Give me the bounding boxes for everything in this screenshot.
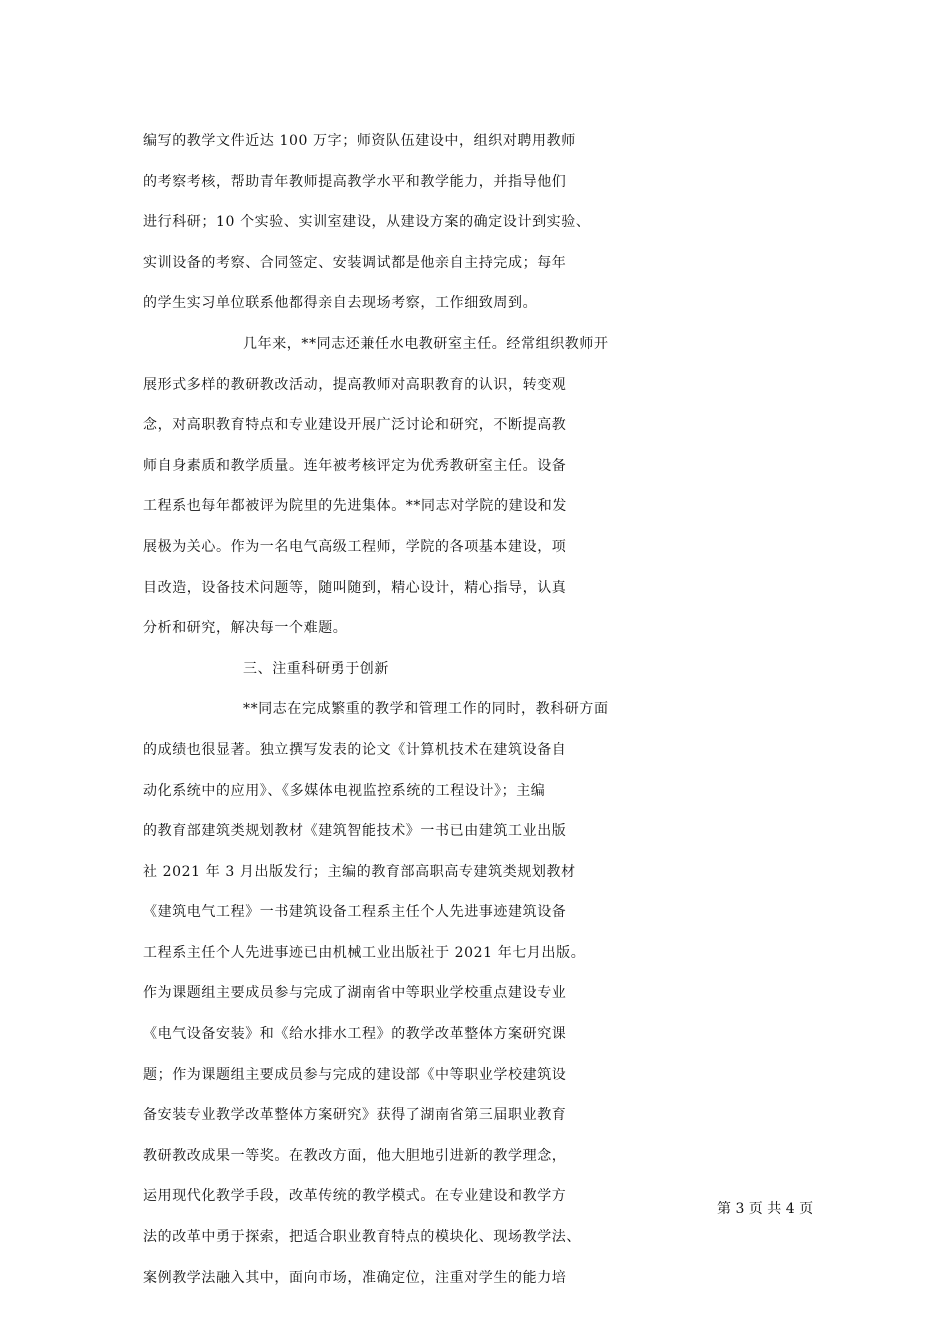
text-line: 分析和研究，解决每一个难题。 — [143, 620, 348, 637]
text-line: 念，对高职教育特点和专业建设开展广泛讨论和研究，不断提高教 — [143, 417, 567, 434]
text-line: 作为课题组主要成员参与完成了湖南省中等职业学校重点建设专业 — [143, 985, 567, 1002]
paragraph-first-line: 几年来，**同志还兼任水电教研室主任。经常组织教师开 — [243, 335, 609, 352]
text-line: 目改造，设备技术问题等，随叫随到，精心设计，精心指导，认真 — [143, 579, 567, 596]
text-line: 工程系主任个人先进事迹已由机械工业出版社于 2021 年七月出版。 — [143, 944, 586, 961]
text-line: 实训设备的考察、合同签定、安装调试都是他亲自主持完成；每年 — [143, 254, 567, 271]
text-line: 师自身素质和教学质量。连年被考核评定为优秀教研室主任。设备 — [143, 457, 567, 474]
text-line: 题；作为课题组主要成员参与完成的建设部《中等职业学校建筑设 — [143, 1066, 567, 1083]
page-footer: 第 3 页 共 4 页 — [717, 1201, 814, 1217]
text-line: 展极为关心。作为一名电气高级工程师，学院的各项基本建设，项 — [143, 538, 567, 555]
text-line: 工程系也每年都被评为院里的先进集体。**同志对学院的建设和发 — [143, 498, 567, 515]
text-line: 的教育部建筑类规划教材《建筑智能技术》一书已由建筑工业出版 — [143, 823, 567, 840]
text-line: 的考察考核，帮助青年教师提高教学水平和教学能力，并指导他们 — [143, 173, 567, 190]
text-line: 案例教学法融入其中，面向市场，准确定位，注重对学生的能力培 — [143, 1269, 567, 1286]
text-line: 《建筑电气工程》一书建筑设备工程系主任个人先进事迹建筑设备 — [143, 904, 567, 921]
text-line: 社 2021 年 3 月出版发行；主编的教育部高职高专建筑类规划教材 — [143, 863, 576, 880]
text-line: 展形式多样的教研教改活动，提高教师对高职教育的认识，转变观 — [143, 376, 567, 393]
document-body — [143, 121, 813, 1298]
text-line: 《电气设备安装》和《给水排水工程》的教学改革整体方案研究课 — [143, 1026, 567, 1043]
text-line: 编写的教学文件近达 100 万字；师资队伍建设中，组织对聘用教师 — [143, 133, 576, 149]
paragraph-first-line: **同志在完成繁重的教学和管理工作的同时，教科研方面 — [243, 701, 609, 718]
text-line: 的成绩也很显著。独立撰写发表的论文《计算机技术在建筑设备自 — [143, 741, 567, 758]
text-line: 运用现代化教学手段，改革传统的教学模式。在专业建设和教学方 — [143, 1188, 567, 1205]
text-line: 进行科研；10 个实验、实训室建设，从建设方案的确定设计到实验、 — [143, 214, 591, 231]
text-line: 的学生实习单位联系他都得亲自去现场考察，工作细致周到。 — [143, 295, 538, 312]
text-line: 教研教改成果一等奖。在教改方面，他大胆地引进新的教学理念， — [143, 1147, 567, 1164]
text-line: 动化系统中的应用》、《多媒体电视监控系统的工程设计》；主编 — [143, 782, 546, 799]
text-line: 法的改革中勇于探索，把适合职业教育特点的模块化、现场教学法、 — [143, 1229, 581, 1246]
text-line: 备安装专业教学改革整体方案研究》获得了湖南省第三届职业教育 — [143, 1107, 567, 1124]
paragraph-first-line: 三、注重科研勇于创新 — [243, 660, 389, 677]
